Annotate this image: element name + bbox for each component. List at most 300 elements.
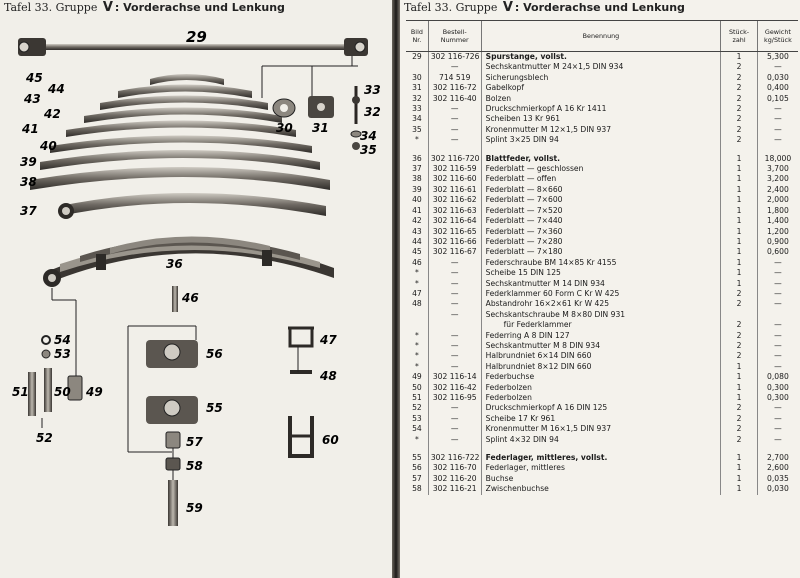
- cell-gewicht: —: [757, 414, 798, 424]
- table-row: [406, 174, 798, 184]
- cell-gewicht: 18,000: [757, 154, 798, 164]
- cell-bild: [406, 310, 428, 320]
- table-row: [406, 258, 798, 268]
- cell-benennung: Federbuchse: [481, 372, 721, 382]
- cell-benennung: Abstandrohr 16×2×61 Kr W 425: [481, 299, 721, 309]
- label-47: 47: [320, 333, 337, 347]
- cell-stueckzahl: 1: [721, 195, 758, 205]
- cell-gewicht: —: [757, 279, 798, 289]
- table-row: [406, 83, 798, 93]
- table-row: [406, 247, 798, 257]
- cell-bestellnummer: 302 116-72: [428, 83, 481, 93]
- cell-gewicht: 0,900: [757, 237, 798, 247]
- cell-bestellnummer: —: [428, 424, 481, 434]
- parts-list-body: [406, 52, 798, 495]
- table-row: [406, 73, 798, 83]
- cell-bild: 29: [412, 52, 422, 61]
- exploded-parts-drawing: [0, 16, 392, 578]
- bushes-and-pin-57-59: [166, 432, 180, 526]
- cell-bestellnummer: —: [428, 299, 481, 309]
- cell-gewicht: —: [757, 125, 798, 135]
- table-row: [406, 463, 798, 473]
- cell-gewicht: —: [757, 258, 798, 268]
- spring-bolt-46: [172, 286, 178, 312]
- cell-stueckzahl: 1: [721, 463, 758, 473]
- label-40: 40: [40, 139, 57, 153]
- cell-gewicht: —: [757, 268, 798, 278]
- spacer-cell: [481, 146, 721, 154]
- cell-benennung: Blattfeder, vollst.: [481, 154, 721, 164]
- cell-benennung: Druckschmierkopf A 16 DIN 125: [481, 403, 721, 413]
- cell-bild: *: [415, 135, 419, 145]
- label-58: 58: [186, 459, 203, 473]
- label-49: 49: [86, 385, 103, 399]
- label-50: 50: [54, 385, 71, 399]
- cell-stueckzahl: 2: [721, 62, 758, 72]
- cell-benennung: Druckschmierkopf A 16 Kr 1411: [481, 104, 721, 114]
- cell-gewicht: —: [757, 104, 798, 114]
- section-title: : Vorderachse und Lenkung: [114, 1, 285, 14]
- cell-bild: 49: [412, 372, 422, 382]
- cell-bestellnummer: 302 116-64: [428, 216, 481, 226]
- cell-gewicht: —: [757, 351, 798, 361]
- cell-stueckzahl: 2: [721, 289, 758, 299]
- cell-bestellnummer: 302 116-61: [428, 185, 481, 195]
- table-row: [406, 185, 798, 195]
- cell-bestellnummer: 302 116-70: [428, 463, 481, 473]
- cell-gewicht: 2,600: [757, 463, 798, 473]
- cell-gewicht: 1,800: [757, 206, 798, 216]
- cell-bild: *: [415, 351, 419, 361]
- label-30: 30: [276, 121, 293, 135]
- cell-stueckzahl: 1: [721, 484, 758, 494]
- cell-bild: 33: [412, 104, 422, 114]
- spacer-cell: [428, 445, 481, 453]
- spacer-cell: [757, 146, 798, 154]
- cell-benennung: Sechskantmutter M 8 DIN 934: [481, 341, 721, 351]
- cell-bild: 32: [412, 93, 422, 103]
- cell-stueckzahl: 2: [721, 73, 758, 83]
- cell-bestellnummer: 302 116-65: [428, 227, 481, 237]
- cell-benennung: Scheibe 17 Kr 961: [481, 414, 721, 424]
- cell-bestellnummer: —: [428, 351, 481, 361]
- label-33: 33: [364, 83, 381, 97]
- cell-bestellnummer: 302 116-20: [428, 474, 481, 484]
- col-header-stueck: Stück-zahl: [721, 21, 758, 52]
- cell-benennung: Federblatt — geschlossen: [481, 164, 721, 174]
- label-35: 35: [360, 143, 377, 157]
- label-36: 36: [166, 257, 183, 271]
- spacer-cell: [406, 445, 428, 453]
- cell-bild: 50: [412, 382, 422, 392]
- table-row: [406, 289, 798, 299]
- cell-bestellnummer: 302 116-720: [428, 154, 481, 164]
- table-spacer-row: [406, 146, 798, 154]
- cell-gewicht: —: [757, 62, 798, 72]
- cell-stueckzahl: 2: [721, 104, 758, 114]
- spacer-cell: [428, 146, 481, 154]
- cell-benennung: Federblatt — 7×520: [481, 206, 721, 216]
- cell-stueckzahl: 1: [721, 383, 758, 393]
- cell-bild: 58: [412, 484, 422, 494]
- cell-benennung: für Federklammer: [481, 320, 721, 330]
- table-row: [406, 310, 798, 320]
- label-60: 60: [322, 433, 339, 447]
- cell-bestellnummer: 302 116-63: [428, 206, 481, 216]
- cell-benennung: Federblatt — 7×180: [481, 247, 721, 257]
- cell-gewicht: 2,700: [757, 453, 798, 463]
- cell-stueckzahl: 1: [721, 52, 758, 63]
- table-row: [406, 341, 798, 351]
- label-59: 59: [186, 501, 203, 515]
- label-53: 53: [54, 347, 71, 361]
- cell-bestellnummer: —: [428, 435, 481, 445]
- section-title-right: : Vorderachse und Lenkung: [514, 1, 685, 14]
- cell-bild: 35: [412, 124, 422, 134]
- cell-bild: 30: [412, 72, 422, 82]
- cell-gewicht: 0,300: [757, 393, 798, 403]
- cell-stueckzahl: 2: [721, 299, 758, 309]
- cell-gewicht: 1,200: [757, 227, 798, 237]
- cell-bestellnummer: 302 116-42: [428, 383, 481, 393]
- cell-bestellnummer: —: [428, 289, 481, 299]
- cell-bestellnummer: 302 116-726: [428, 52, 481, 63]
- cell-bestellnummer: —: [428, 62, 481, 72]
- cell-bild: 52: [412, 403, 422, 413]
- cell-gewicht: —: [757, 362, 798, 372]
- cell-bestellnummer: —: [428, 341, 481, 351]
- label-52: 52: [36, 431, 53, 445]
- cell-stueckzahl: 1: [721, 206, 758, 216]
- cell-gewicht: —: [757, 320, 798, 330]
- left-page: [0, 0, 392, 578]
- col-header-bestell: Bestell-Nummer: [428, 21, 481, 52]
- table-row: [406, 372, 798, 382]
- right-page: [400, 0, 800, 578]
- cell-bild: 34: [412, 114, 422, 124]
- table-row: [406, 216, 798, 226]
- cell-gewicht: —: [757, 424, 798, 434]
- label-29: 29: [186, 28, 207, 46]
- cell-bestellnummer: 302 116-59: [428, 164, 481, 174]
- cell-gewicht: 0,300: [757, 383, 798, 393]
- cell-stueckzahl: 2: [721, 114, 758, 124]
- cell-stueckzahl: 1: [721, 372, 758, 382]
- cell-benennung: Federring A 8 DIN 127: [481, 331, 721, 341]
- cell-gewicht: 0,035: [757, 474, 798, 484]
- cell-bild: 51: [412, 393, 422, 402]
- cell-gewicht: —: [757, 331, 798, 341]
- cell-bestellnummer: —: [428, 279, 481, 289]
- table-row: [406, 484, 798, 494]
- cell-benennung: Federbolzen: [481, 393, 721, 403]
- cell-bild: [406, 320, 428, 330]
- group-v-icon-right: V: [502, 0, 513, 15]
- cell-bild: *: [415, 340, 419, 350]
- cell-bestellnummer: —: [428, 268, 481, 278]
- cell-stueckzahl: 2: [721, 351, 758, 361]
- leaf-springs: [30, 74, 330, 219]
- table-row: [406, 227, 798, 237]
- cell-stueckzahl: 1: [721, 393, 758, 403]
- cell-bestellnummer: 714 519: [428, 73, 481, 83]
- label-37: 37: [20, 204, 37, 218]
- label-45: 45: [26, 71, 43, 85]
- cell-bild: [406, 62, 428, 72]
- cell-gewicht: 0,105: [757, 94, 798, 104]
- table-row: [406, 135, 798, 145]
- plate-group-prefix-right: Tafel 33. Gruppe: [404, 1, 498, 14]
- cell-bild: 47: [412, 288, 422, 298]
- cell-stueckzahl: 1: [721, 362, 758, 372]
- cell-bestellnummer: 302 116-722: [428, 453, 481, 463]
- cell-stueckzahl: 1: [721, 247, 758, 257]
- cell-bild: 45: [412, 247, 422, 257]
- table-row: [406, 403, 798, 413]
- cell-benennung: Federklammer 60 Form C Kr W 425: [481, 289, 721, 299]
- cell-bestellnummer: 302 116-95: [428, 393, 481, 403]
- label-55: 55: [206, 401, 223, 415]
- cell-stueckzahl: 2: [721, 83, 758, 93]
- cell-bestellnummer: 302 116-62: [428, 195, 481, 205]
- table-row: [406, 435, 798, 445]
- table-row: [406, 125, 798, 135]
- cell-bild: *: [415, 278, 419, 288]
- cell-benennung: Halbrundniet 8×12 DIN 660: [481, 362, 721, 372]
- table-row: [406, 62, 798, 72]
- cell-benennung: Zwischenbuchse: [481, 484, 721, 494]
- cell-gewicht: 1,400: [757, 216, 798, 226]
- table-row: [406, 164, 798, 174]
- cell-benennung: Federblatt — 7×360: [481, 227, 721, 237]
- col-header-gewicht: Gewicht kg/Stück: [757, 21, 798, 52]
- cell-stueckzahl: 2: [721, 435, 758, 445]
- cell-stueckzahl: 1: [721, 237, 758, 247]
- label-57: 57: [186, 435, 203, 449]
- table-row: [406, 268, 798, 278]
- table-row: [406, 331, 798, 341]
- cell-stueckzahl: 2: [721, 125, 758, 135]
- cell-bestellnummer: 302 116-40: [428, 94, 481, 104]
- table-row: [406, 393, 798, 403]
- cell-gewicht: —: [757, 114, 798, 124]
- spacer-cell: [757, 445, 798, 453]
- cell-bild: 56: [412, 463, 422, 473]
- col-header-benennung: Benennung: [481, 21, 721, 52]
- cell-bestellnummer: —: [428, 403, 481, 413]
- cell-stueckzahl: 1: [721, 268, 758, 278]
- cell-bild: 54: [412, 424, 422, 434]
- cell-stueckzahl: 1: [721, 174, 758, 184]
- cell-gewicht: 2,000: [757, 195, 798, 205]
- table-spacer-row: [406, 445, 798, 453]
- cell-stueckzahl: 1: [721, 216, 758, 226]
- cell-bild: 43: [412, 226, 422, 236]
- table-header-row: [406, 21, 798, 52]
- cell-bild: *: [415, 268, 419, 278]
- cell-gewicht: —: [757, 299, 798, 309]
- cell-bestellnummer: 302 116-14: [428, 372, 481, 382]
- cell-gewicht: 3,200: [757, 174, 798, 184]
- cell-benennung: Sicherungsblech: [481, 73, 721, 83]
- cell-bestellnummer: [428, 320, 481, 330]
- label-34: 34: [360, 129, 377, 143]
- table-row: [406, 94, 798, 104]
- label-51: 51: [12, 385, 29, 399]
- cell-bild: 41: [412, 205, 422, 215]
- label-38: 38: [20, 175, 37, 189]
- cell-benennung: Federblatt — 7×600: [481, 195, 721, 205]
- table-row: [406, 362, 798, 372]
- cell-stueckzahl: 1: [721, 474, 758, 484]
- group-v-icon: V: [102, 0, 113, 15]
- cell-stueckzahl: 1: [721, 185, 758, 195]
- left-page-header: [4, 0, 388, 16]
- cell-bild: 36: [412, 153, 422, 163]
- table-row: [406, 320, 798, 330]
- table-row: [406, 279, 798, 289]
- table-row: [406, 424, 798, 434]
- cell-benennung: Sechskantmutter M 14 DIN 934: [481, 279, 721, 289]
- cell-benennung: Buchse: [481, 474, 721, 484]
- cell-bestellnummer: —: [428, 362, 481, 372]
- label-56: 56: [206, 347, 223, 361]
- cell-benennung: Sechskantschraube M 8×80 DIN 931: [481, 310, 721, 320]
- cell-stueckzahl: 2: [721, 424, 758, 434]
- cell-gewicht: 5,300: [757, 52, 798, 63]
- cell-benennung: Federschraube BM 14×85 Kr 4155: [481, 258, 721, 268]
- cell-benennung: Spurstange, vollst.: [481, 52, 721, 63]
- fork-head-assembly: [273, 86, 361, 150]
- cell-gewicht: 0,080: [757, 372, 798, 382]
- label-43: 43: [24, 92, 41, 106]
- cell-gewicht: —: [757, 341, 798, 351]
- spacer-cell: [406, 146, 428, 154]
- label-46: 46: [182, 291, 199, 305]
- spring-clamp-47-48: [288, 328, 314, 372]
- plate-group-prefix: Tafel 33. Gruppe: [4, 1, 98, 14]
- u-bolt-60: [290, 416, 312, 456]
- table-row: [406, 206, 798, 216]
- cell-bestellnummer: 302 116-21: [428, 484, 481, 494]
- label-54: 54: [54, 333, 71, 347]
- cell-bild: 55: [412, 453, 422, 463]
- spacer-cell: [721, 445, 758, 453]
- cell-bild: 57: [412, 473, 422, 483]
- table-row: [406, 383, 798, 393]
- cell-stueckzahl: 2: [721, 331, 758, 341]
- cell-stueckzahl: 2: [721, 414, 758, 424]
- table-row: [406, 52, 798, 63]
- cell-stueckzahl: 2: [721, 135, 758, 145]
- cell-gewicht: —: [757, 135, 798, 145]
- label-31: 31: [312, 121, 329, 135]
- cell-bild: 31: [412, 83, 422, 93]
- book-gutter: [392, 0, 400, 578]
- cell-bild: 39: [412, 184, 422, 194]
- cell-stueckzahl: 2: [721, 341, 758, 351]
- cell-gewicht: 0,030: [757, 73, 798, 83]
- cell-stueckzahl: 2: [721, 94, 758, 104]
- spacer-cell: [721, 146, 758, 154]
- cell-bild: 37: [412, 164, 422, 174]
- spring-bearings-55-56: [128, 326, 198, 452]
- right-page-header: [404, 0, 796, 16]
- cell-benennung: Federblatt — offen: [481, 174, 721, 184]
- cell-benennung: Kronenmutter M 16×1,5 DIN 937: [481, 424, 721, 434]
- cell-gewicht: 3,700: [757, 164, 798, 174]
- cell-bild: 48: [412, 299, 422, 309]
- cell-benennung: Federlager, mittleres, vollst.: [481, 453, 721, 463]
- cell-benennung: Federblatt — 7×280: [481, 237, 721, 247]
- cell-stueckzahl: 1: [721, 279, 758, 289]
- cell-stueckzahl: 1: [721, 154, 758, 164]
- washers-53-54: [42, 336, 50, 358]
- cell-bild: *: [415, 361, 419, 371]
- cell-bild: 44: [412, 236, 422, 246]
- cell-benennung: Federbolzen: [481, 383, 721, 393]
- cell-benennung: Halbrundniet 6×14 DIN 660: [481, 351, 721, 361]
- cell-benennung: Federlager, mittleres: [481, 463, 721, 473]
- table-row: [406, 414, 798, 424]
- cell-benennung: Kronenmutter M 12×1,5 DIN 937: [481, 125, 721, 135]
- cell-benennung: Splint 3×25 DIN 94: [481, 135, 721, 145]
- label-48: 48: [320, 369, 337, 383]
- cell-stueckzahl: 1: [721, 453, 758, 463]
- cell-stueckzahl: 1: [721, 258, 758, 268]
- cell-benennung: Federblatt — 8×660: [481, 185, 721, 195]
- cell-stueckzahl: 1: [721, 164, 758, 174]
- cell-bestellnummer: —: [428, 331, 481, 341]
- cell-stueckzahl: 2: [721, 320, 758, 330]
- table-row: [406, 351, 798, 361]
- cell-bestellnummer: —: [428, 114, 481, 124]
- cell-bild: 53: [412, 413, 422, 423]
- cell-benennung: Bolzen: [481, 94, 721, 104]
- cell-benennung: Gabelkopf: [481, 83, 721, 93]
- cell-gewicht: 0,400: [757, 83, 798, 93]
- cell-bestellnummer: —: [428, 125, 481, 135]
- spacer-cell: [481, 445, 721, 453]
- cell-bild: 42: [412, 216, 422, 226]
- table-row: [406, 114, 798, 124]
- cell-bild: 46: [412, 257, 422, 267]
- cell-bild: *: [415, 434, 419, 444]
- cell-bestellnummer: 302 116-67: [428, 247, 481, 257]
- table-row: [406, 154, 798, 164]
- cell-bestellnummer: —: [428, 135, 481, 145]
- table-row: [406, 299, 798, 309]
- cell-benennung: Federblatt — 7×440: [481, 216, 721, 226]
- cell-bestellnummer: —: [428, 258, 481, 268]
- cell-gewicht: —: [757, 435, 798, 445]
- cell-stueckzahl: [721, 310, 758, 320]
- table-row: [406, 104, 798, 114]
- cell-bestellnummer: 302 116-60: [428, 174, 481, 184]
- cell-gewicht: —: [757, 289, 798, 299]
- label-42: 42: [44, 107, 61, 121]
- table-row: [406, 237, 798, 247]
- cell-bestellnummer: 302 116-66: [428, 237, 481, 247]
- cell-gewicht: 0,030: [757, 484, 798, 494]
- label-39: 39: [20, 155, 37, 169]
- parts-list-table: [406, 20, 798, 495]
- cell-stueckzahl: 2: [721, 403, 758, 413]
- cell-benennung: Splint 4×32 DIN 94: [481, 435, 721, 445]
- cell-bestellnummer: —: [428, 104, 481, 114]
- cell-bestellnummer: —: [428, 310, 481, 320]
- cell-gewicht: [757, 310, 798, 320]
